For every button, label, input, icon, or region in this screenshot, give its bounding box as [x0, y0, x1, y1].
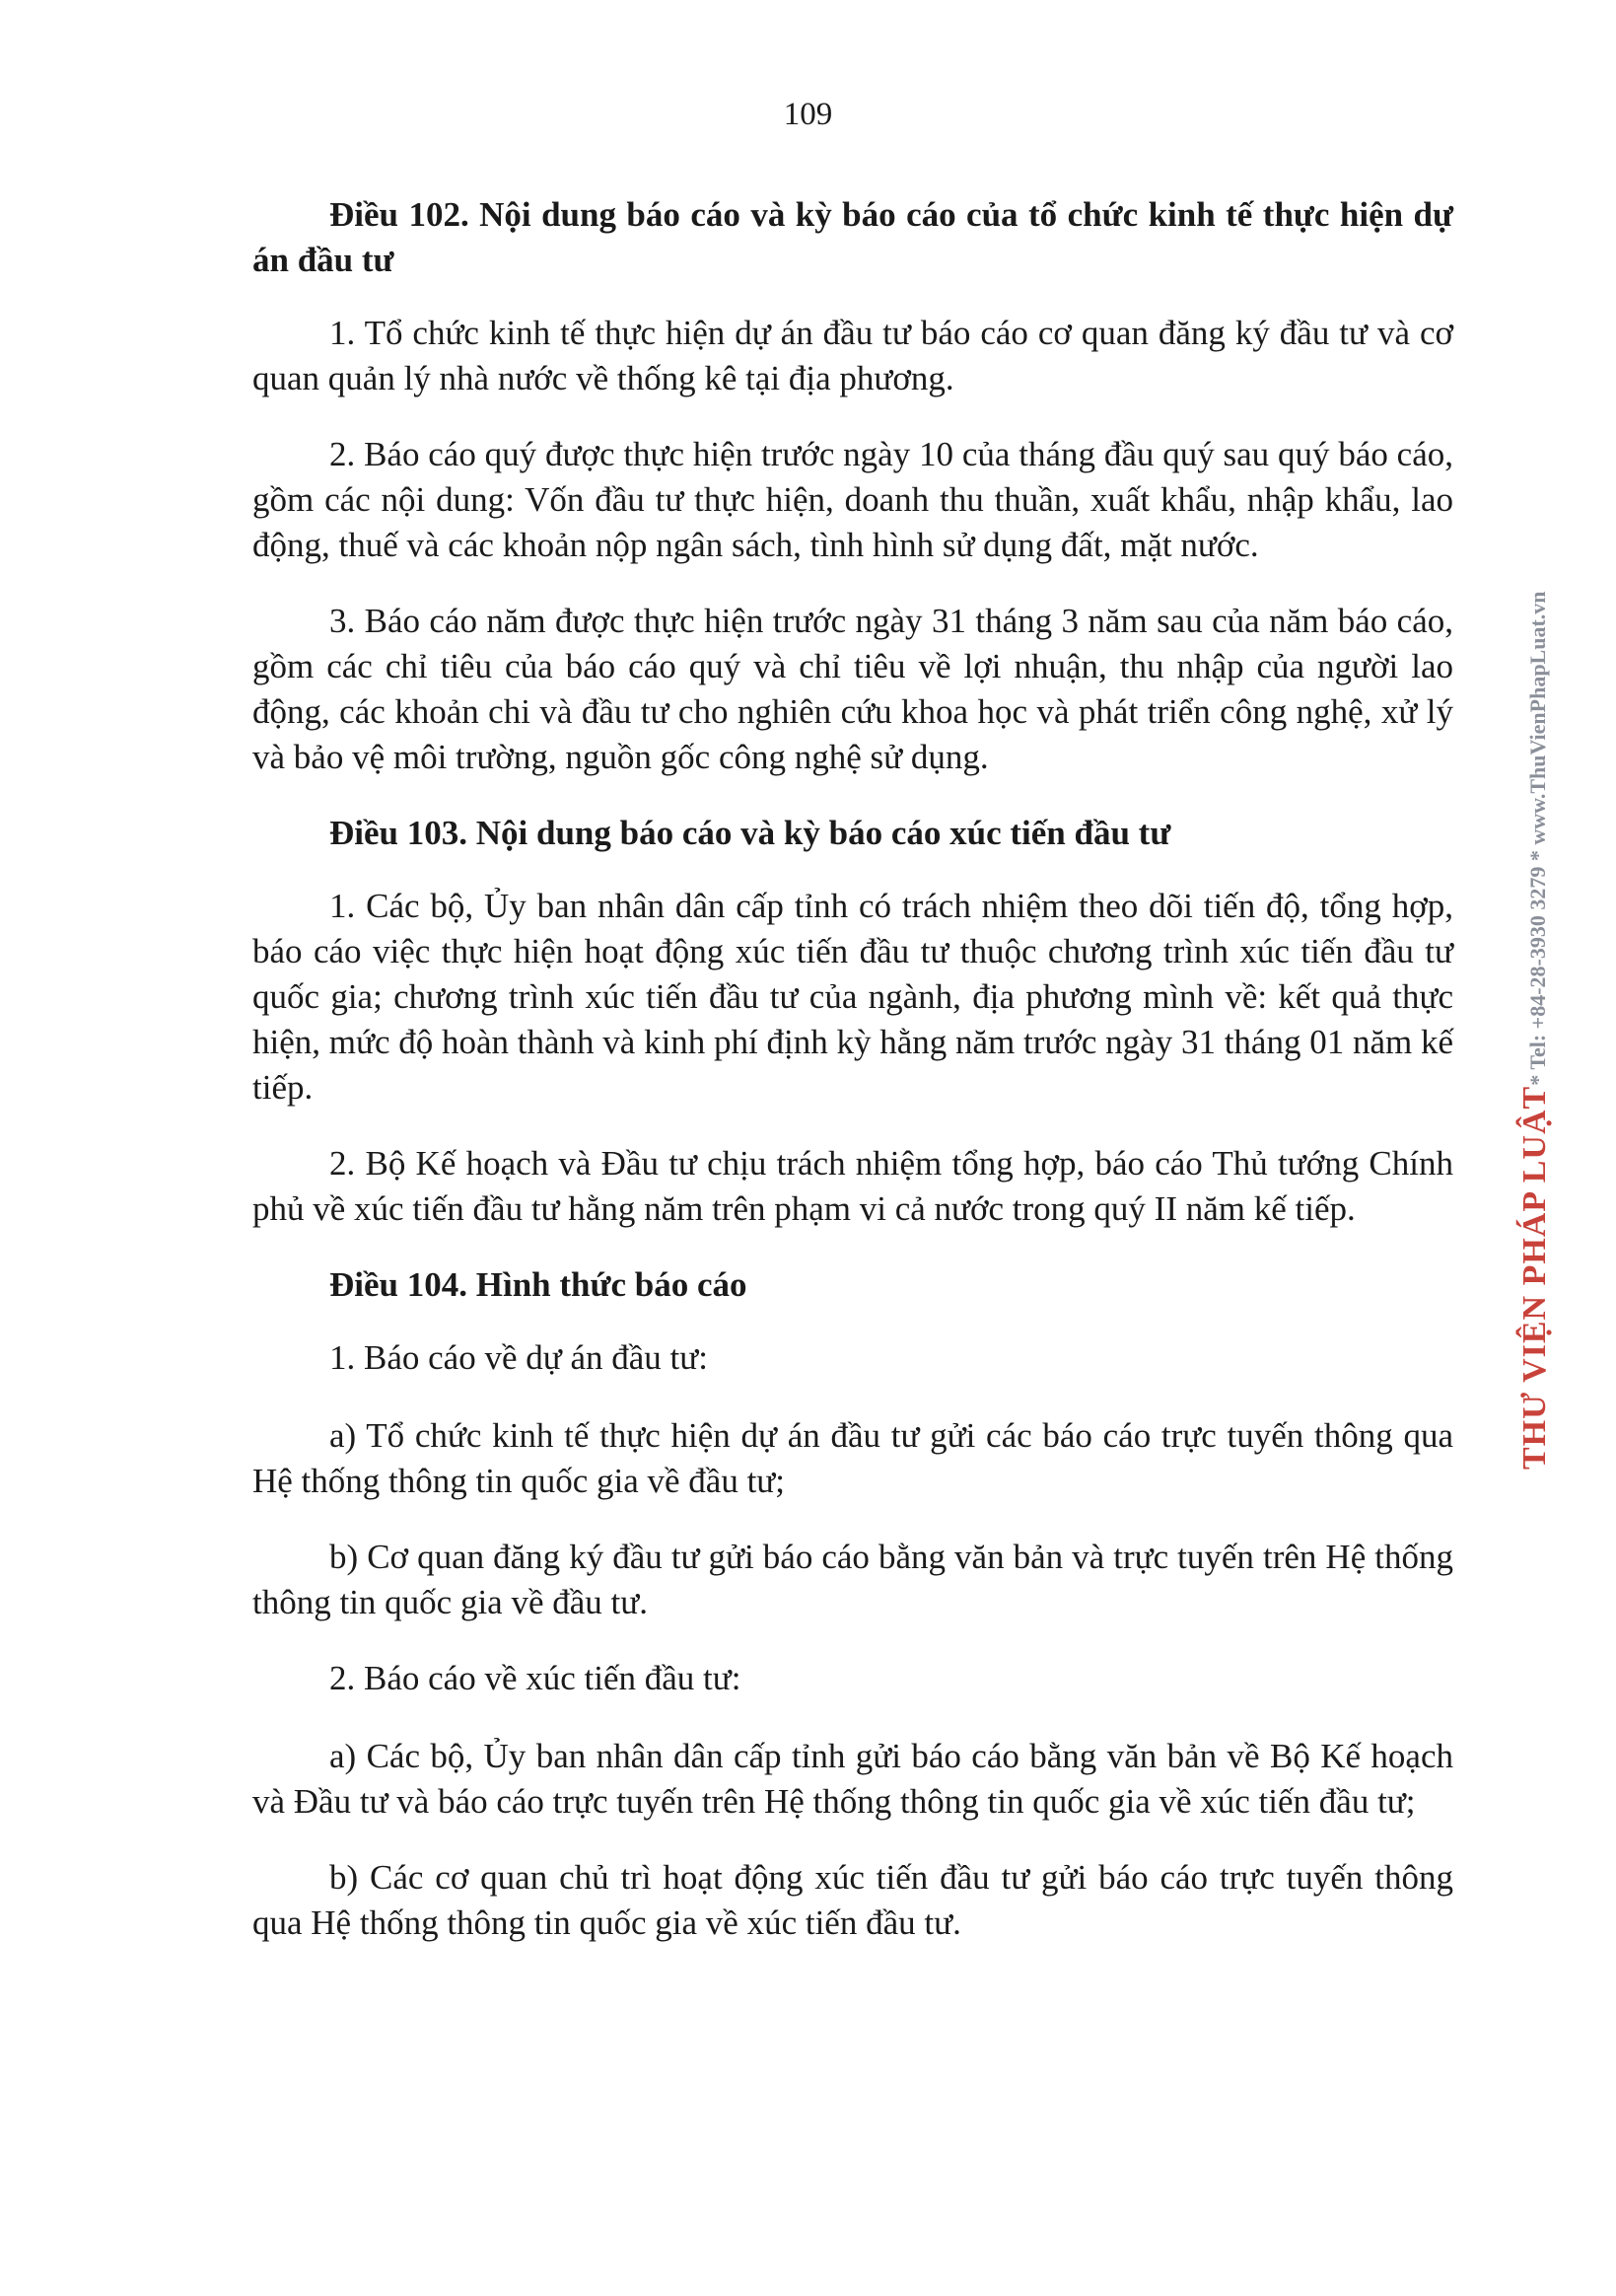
- article-point: b) Cơ quan đăng ký đầu tư gửi báo cáo bằng văn bản và trực tuyến trên Hệ thống thông tin quốc gia về đầu tư.: [252, 1538, 1453, 1621]
- article-clause: 1. Tổ chức kinh tế thực hiện dự án đầu tư báo cáo cơ quan đăng ký đầu tư và cơ quan quản lý nhà nước về thống kê tại địa phương.: [252, 314, 1453, 397]
- article-104: [252, 1262, 1453, 1946]
- article-clause: 1. Các bộ, Ủy ban nhân dân cấp tỉnh có trách nhiệm theo dõi tiến độ, tổng hợp, báo cáo việc thực hiện hoạt động xúc tiến đầu tư thuộc chương trình xúc tiến đầu tư quốc gia; chương trình xúc tiến đầu tư của ngành, địa phương mình về: kết quả thực hiện, mức độ hoàn thành và kinh phí định kỳ hằng năm trước ngày 31 tháng 01 năm kế tiếp.: [252, 887, 1454, 1107]
- article-clause: 1. Báo cáo về dự án đầu tư:: [329, 1338, 708, 1377]
- article-clause: 2. Báo cáo về xúc tiến đầu tư:: [329, 1659, 741, 1697]
- article-102: [252, 192, 1453, 780]
- document-body: [252, 192, 1453, 1976]
- article-heading: Điều 103. Nội dung báo cáo và kỳ báo cáo xúc tiến đầu tư: [329, 814, 1171, 852]
- article-heading: Điều 102. Nội dung báo cáo và kỳ báo cáo của tổ chức kinh tế thực hiện dự án đầu tư: [252, 195, 1453, 279]
- article-clause: 2. Báo cáo quý được thực hiện trước ngày 10 của tháng đầu quý sau quý báo cáo, gồm các nội dung: Vốn đầu tư thực hiện, doanh thu thuần, xuất khẩu, nhập khẩu, lao động, thuế và các khoản nộp ngân sách, tình hình sử dụng đất, mặt nước.: [252, 435, 1453, 564]
- article-heading: Điều 104. Hình thức báo cáo: [329, 1265, 747, 1304]
- article-point: a) Tổ chức kinh tế thực hiện dự án đầu tư gửi các báo cáo trực tuyến thông qua Hệ thống thông tin quốc gia về đầu tư;: [252, 1416, 1453, 1500]
- article-clause: 2. Bộ Kế hoạch và Đầu tư chịu trách nhiệm tổng hợp, báo cáo Thủ tướng Chính phủ về xúc tiến đầu tư hằng năm trên phạm vi cả nước trong quý II năm kế tiếp.: [252, 1144, 1453, 1228]
- watermark-contact: * Tel: +84-28-3930 3279 * www.ThuVienPhapLuat.vn: [1525, 591, 1550, 1086]
- page-number: 109: [783, 97, 833, 132]
- watermark: [1516, 591, 1554, 1470]
- watermark-brand: THƯ VIỆN PHÁP LUẬT: [1516, 1085, 1553, 1470]
- article-point: a) Các bộ, Ủy ban nhân dân cấp tỉnh gửi báo cáo bằng văn bản về Bộ Kế hoạch và Đầu tư và báo cáo trực tuyến trên Hệ thống thông tin quốc gia về xúc tiến đầu tư;: [252, 1737, 1453, 1821]
- article-point: b) Các cơ quan chủ trì hoạt động xúc tiến đầu tư gửi báo cáo trực tuyến thông qua Hệ thống thông tin quốc gia về xúc tiến đầu tư.: [252, 1858, 1453, 1942]
- article-103: [252, 811, 1453, 1232]
- article-clause: 3. Báo cáo năm được thực hiện trước ngày 31 tháng 3 năm sau của năm báo cáo, gồm các chỉ tiêu của báo cáo quý và chỉ tiêu về lợi nhuận, thu nhập của người lao động, các khoản chi và đầu tư cho nghiên cứu khoa học và phát triển công nghệ, xử lý và bảo vệ môi trường, nguồn gốc công nghệ sử dụng.: [252, 602, 1453, 776]
